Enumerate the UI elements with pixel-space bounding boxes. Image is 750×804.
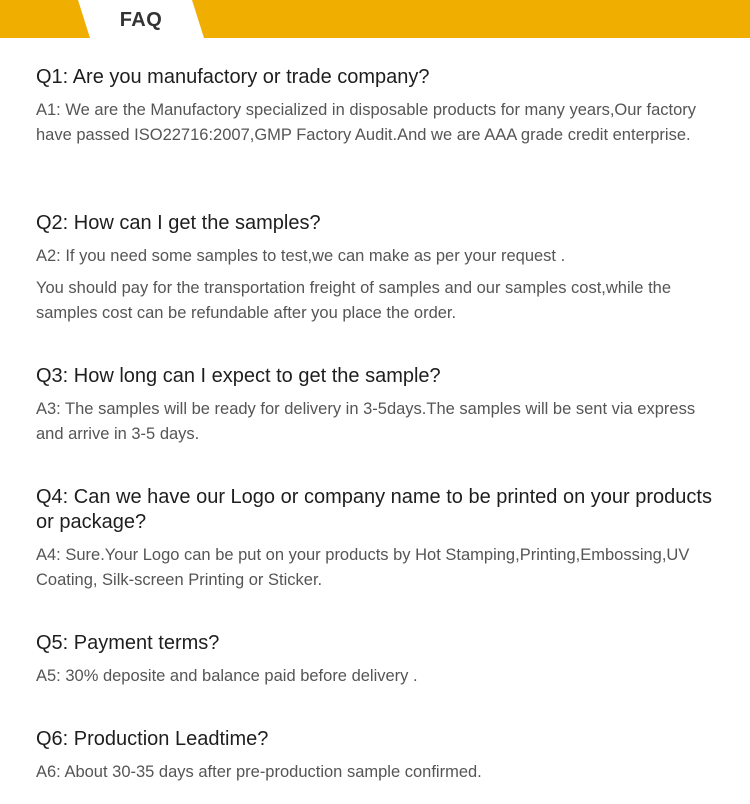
faq-question: Q2: How can I get the samples? <box>36 212 321 234</box>
faq-item-1 <box>36 65 716 148</box>
faq-answer: You should pay for the transportation freight of samples and our samples cost,while the samples cost can be refundable after you place the order. <box>36 279 672 322</box>
faq-item-6 <box>36 727 716 785</box>
faq-item-5 <box>36 631 716 689</box>
faq-question: Q6: Production Leadtime? <box>36 728 269 750</box>
faq-answer: A5: 30% deposite and balance paid before delivery . <box>36 667 418 685</box>
header-accent-left <box>0 0 90 38</box>
faq-question: Q5: Payment terms? <box>36 632 220 654</box>
faq-header-bar <box>0 0 750 38</box>
faq-question: Q4: Can we have our Logo or company name to be printed on your products or package? <box>36 486 712 533</box>
faq-answer: A4: Sure.Your Logo can be put on your products by Hot Stamping,Printing,Embossing,UV Coating, Silk-screen Printing or Sticker. <box>36 546 690 589</box>
faq-question: Q1: Are you manufactory or trade company? <box>36 66 430 88</box>
faq-answer: A1: We are the Manufactory specialized in disposable products for many years,Our factory have passed ISO22716:2007,GMP Factory Audit.And we are AAA grade credit enterprise. <box>36 101 697 144</box>
page-title: FAQ <box>119 9 163 31</box>
faq-item-2 <box>36 211 716 326</box>
header-accent-right <box>192 0 750 38</box>
faq-answer: A6: About 30-35 days after pre-production sample confirmed. <box>36 763 482 781</box>
faq-item-4 <box>36 485 716 593</box>
faq-question: Q3: How long can I expect to get the sample? <box>36 365 441 387</box>
faq-item-3 <box>36 364 716 447</box>
faq-answer: A3: The samples will be ready for delivery in 3-5days.The samples will be sent via express and arrive in 3-5 days. <box>36 400 696 443</box>
faq-answer: A2: If you need some samples to test,we can make as per your request . <box>36 247 566 265</box>
